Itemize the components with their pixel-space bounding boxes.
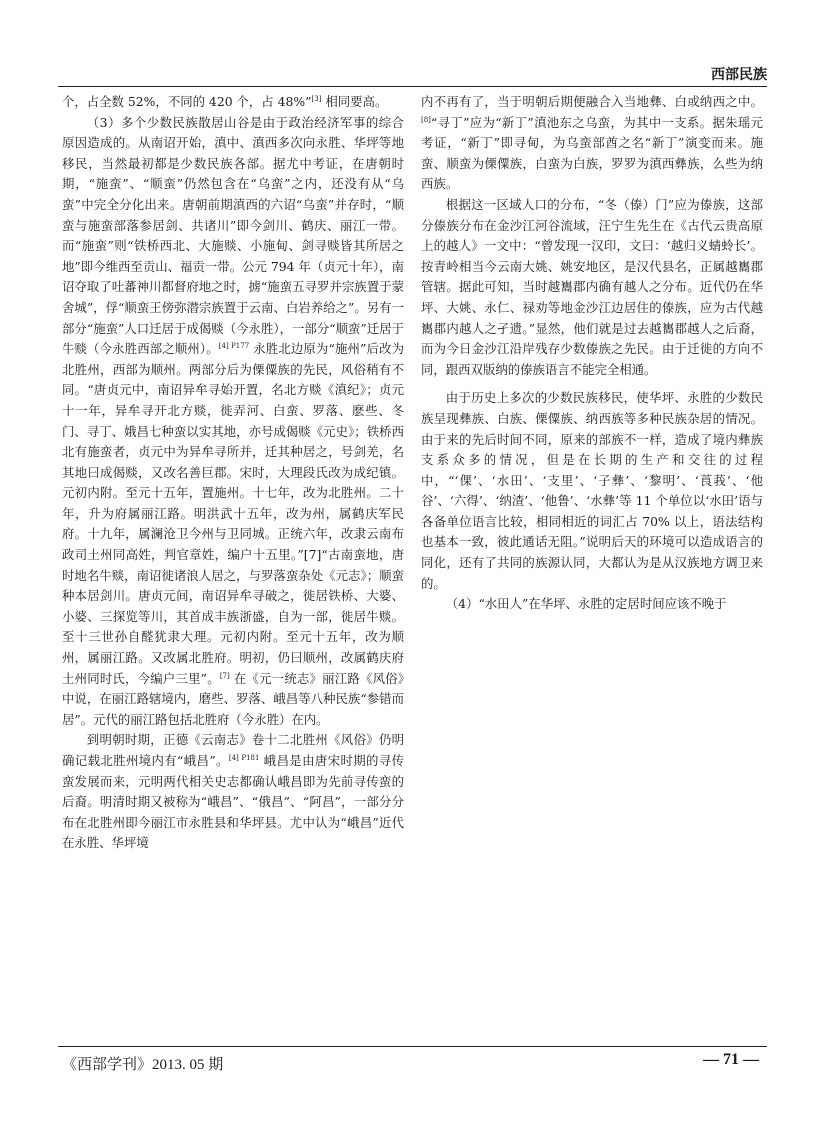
journal-name: 《西部学刊》2013. 05 期 [62,1055,224,1073]
paragraph: 根据这一区域人口的分布，“冬（傣）门”应为傣族，这部分傣族分布在金沙江河谷流域，汪宁生先生在《古代云贵高原上的越人》一文中：“曾发现一汉印，文曰：‘越归义蜻蛉长’。按青岭相当今云南大姚、姚安地区，是汉代县名，正属越巂郡管辖。据此可知，当时越巂郡内确有越人之分布。近代仍在华坪、大姚、永仁、禄劝等地金沙江边居住的傣族，应为古代越巂郡内越人之孑遗。”显然，他们就是过去越巂郡越人之后裔，而为今日金沙江沿岸残存少数傣族之先民。由于迁徙的方向不同，跟西双版纳的傣族语言不能完全相通。 [421,196,763,377]
paragraph: 内不再有了，当于明朝后期便融合入当地彝、白或纳西之中。[8]“寻丁”应为“新丁”滇池东之乌蛮，为其中一支系。据朱瑶元考证，“新丁”即寻甸，为乌蛮部酋之名“新丁”演变而来。施蛮、顺蛮为傈僳族，白蛮为白族，罗罗为滇西彝族，么些为纳西族。 [421,94,763,192]
section-title: 西部民族 [711,67,767,83]
left-column [62,92,404,854]
right-column [421,92,763,615]
paragraph: 到明朝时期，正德《云南志》卷十二北胜州《风俗》仍明确记载北胜州境内有“峨昌”。$^{[4] P181}$ 峨昌是由唐宋时期的寻传蛮发展而来，元明两代相关史志都确认峨昌即为先前寻传蛮的后裔。明清时期又被称为“峨昌”、“俄昌”、“阿昌”，一部分分布在北胜州即今丽江市永胜县和华坪县。尤中认为“峨昌”近代在永胜、华坪境 [62,732,404,851]
paragraph: （3）多个少数民族散居山谷是由于政治经济军事的综合原因造成的。从南诏开始，滇中、滇西多次向永胜、华坪等地移民，当然最初都是少数民族各部。据尤中考证，在唐朝时期，“施蛮”、“顺蛮”仍然包含在“乌蛮”之内，还没有从“乌蛮”中完全分化出来。唐朝前期滇西的六诏“乌蛮”并存时，“顺蛮与施蛮部落参居剑、共诸川”即今剑川、鹤庆、丽江一带。而“施蛮”则“铁桥西北、大施赕、小施甸、剑寻赕皆其所居之地”即今维西至贡山、福贡一带。公元 794 年（贞元十年），南诏夺取了吐蕃神川都督府地之时，掳“施蛮五寻罗并宗族置于蒙舍城”，俘“顺蛮王傍弥潜宗族置于云南、白岩养给之”。另有一部分“施蛮”人口迁居于成偈赕（今永胜），一部分“顺蛮”迁居于牛赕（今永胜西部之顺州）。$^{[4] P177}$ 永胜北边原为“施州”后改为北胜州，西部为顺州。两部分后为傈僳族的先民，风俗稍有不同。“唐贞元中，南诏异牟寻始开置，名北方赕《滇纪》；贞元十一年，异牟寻开北方赕，徙弄河、白蛮、罗落、麽些、冬门、寻丁、娥昌七种蛮以实其地，亦号成偈赕《元史》；铁桥西北有施蛮者，贞元中为异牟寻所并，迁其种居之，号剑羌，名其地曰成偈赕，又改名善巨郡。宋时，大理段氏改为成纪镇。元初内附。至元十五年，置施州。十七年，改为北胜州。二十年，升为府属丽江路。明洪武十五年，改为州，属鹤庆军民府。十九年，属澜沧卫今州与卫同城。正统六年，改隶云南布政司土州同高姓，判官章姓，编户十五里。”[7]“古南蛮地，唐时地名牛赕，南诏徙诸浪人居之，与罗落蛮杂处《元志》；顺蛮种本居剑川。唐贞元间，南诏异牟寻破之，徙居铁桥、大婆、小婆、三探览等川，其首成丰族浙盛，自为一部，徙居牛赕。至十三世孙自醛犹隶大理。元初内附。至元十五年，改为顺州，属丽江路。又改属北胜府。明初，仍曰顺州，改属鹤庆府土州同时氏，今编户三里”。[7] 在《元一统志》丽江路《风俗》中说，在丽江路辖境内，磨些、罗落、峨昌等八种民族“参错而居”。元代的丽江路包括北胜府（今永胜）在内。 [62,114,404,727]
paragraph: 由于历史上多次的少数民族移民，使华坪、永胜的少数民族呈现彝族、白族、傈僳族、纳西族等多种民族杂居的情况。由于来的先后时间不同，原来的部族不一样，造成了境内彝族支系众多的情况，但是在长期的生产和交往的过程中，“‘倮’、‘水田’、‘支里’、‘子彝’、‘黎明’、‘莨莪’、‘他谷’、‘六得’、‘纳渣’、‘他鲁’、‘水彝’等 11 个单位以‘水田’语与各备单位语言比较，相同相近的词汇占 70% 以上，语法结构也基本一致，彼此通话无阻。”说明后天的环境可以造成语言的同化，还有了共同的族源认同，大都认为是从汉族地方调卫来的。 [421,390,763,591]
paragraph: （4）“水田人”在华坪、永胜的定居时间应该不晚于 [445,596,727,612]
running-header [58,64,767,87]
paragraph: 个，占全数 52%，不同的 420 个，占 48%”[3] 相同要高。 [62,94,388,109]
page-footer [58,1046,767,1073]
page-number: — 71 — [703,1051,759,1068]
